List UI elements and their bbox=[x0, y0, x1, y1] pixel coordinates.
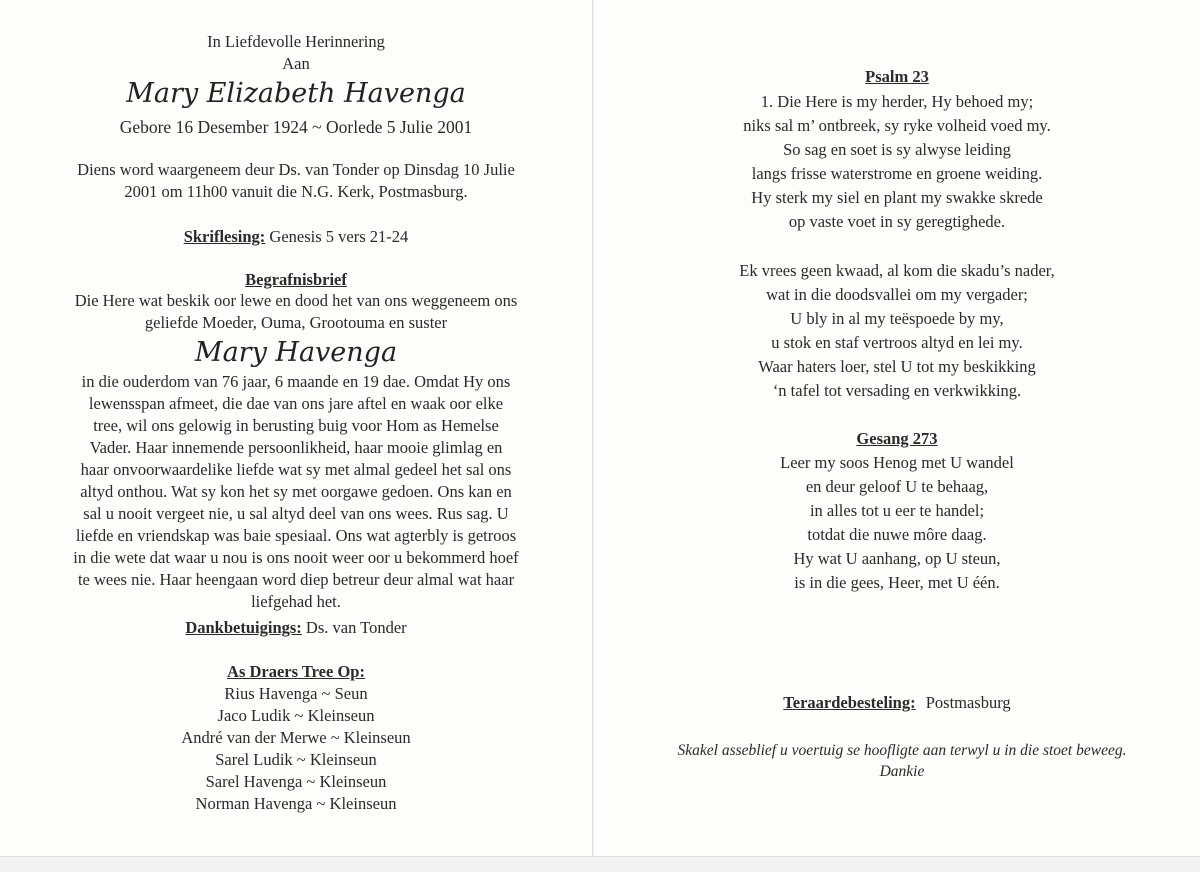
burial-letter-body bbox=[0, 371, 592, 613]
psalm-verse-2 bbox=[594, 259, 1200, 403]
hymn-line: Hy wat U aanhang, op U steun, bbox=[793, 549, 1001, 568]
scripture-reading-label: Skriflesing: bbox=[183, 227, 266, 246]
psalm-line: Waar haters loer, stel U tot my beskikking bbox=[758, 357, 1036, 376]
acknowledgements-value: Ds. van Tonder bbox=[305, 618, 407, 637]
hymn-heading: Gesang 273 bbox=[856, 429, 938, 448]
psalm-verse-1 bbox=[594, 90, 1200, 234]
burial-letter-intro bbox=[0, 290, 592, 334]
burial-body-line: liefde en vriendskap was baie spesiaal. Ons wat agterbly is getroos bbox=[75, 526, 517, 545]
hymn-line: en deur geloof U te behaag, bbox=[805, 477, 989, 496]
burial-intro-line: geliefde Moeder, Ouma, Grootouma en suster bbox=[144, 313, 448, 332]
psalm-line: langs frisse waterstrome en groene weiding. bbox=[751, 164, 1043, 183]
burial-intro-line: Die Here wat beskik oor lewe en dood het van ons weggeneem ons bbox=[74, 291, 518, 310]
bearer-item: Sarel Ludik ~ Kleinseun bbox=[215, 750, 377, 769]
burial-body-line: tree, wil ons gelowig in berusting buig voor Hom as Hemelse bbox=[93, 416, 499, 435]
acknowledgements-label: Dankbetuigings: bbox=[185, 618, 302, 637]
burial-body-line: Vader. Haar innemende persoonlikheid, haar mooie glimlag en bbox=[89, 438, 503, 457]
service-line: 2001 om 11h00 vanuit die N.G. Kerk, Postmasburg. bbox=[124, 182, 468, 201]
psalm-line: 1. Die Here is my herder, Hy behoed my; bbox=[760, 92, 1034, 111]
deceased-short-name: Mary Havenga bbox=[194, 337, 398, 368]
psalm-line: Ek vrees geen kwaad, al kom die skadu’s nader, bbox=[739, 261, 1055, 280]
psalm-line: wat in die doodsvallei om my vergader; bbox=[766, 285, 1028, 304]
burial-body-line: altyd onthou. Wat sy kon het sy met oorgawe gedoen. Ons kan en bbox=[80, 482, 512, 501]
burial-body-line: sal u nooit vergeet nie, u sal altyd deel van ons wees. Rus sag. U bbox=[83, 504, 509, 523]
thanks-note: Dankie bbox=[879, 763, 925, 780]
psalm-heading: Psalm 23 bbox=[865, 67, 929, 86]
acknowledgements bbox=[0, 617, 592, 639]
psalm-line: U bly in al my teëspoede by my, bbox=[790, 309, 1004, 328]
psalm-line: niks sal m’ ontbreek, sy ryke volheid voed my. bbox=[743, 116, 1051, 135]
interment bbox=[594, 692, 1200, 714]
hymn-line: Leer my soos Henog met U wandel bbox=[780, 453, 1014, 472]
birth-death-dates: Gebore 16 Desember 1924 ~ Oorlede 5 Julie 2001 bbox=[119, 117, 473, 137]
deceased-full-name: Mary Elizabeth Havenga bbox=[126, 78, 466, 109]
intro-line-1: In Liefdevolle Herinnering bbox=[207, 32, 385, 51]
interment-label: Teraardebesteling: bbox=[783, 693, 916, 712]
psalm-line: ‘n tafel tot versading en verkwikking. bbox=[772, 381, 1022, 400]
bearer-item: Jaco Ludik ~ Kleinseun bbox=[217, 706, 375, 725]
burial-body-line: in die wete dat waar u nou is ons nooit weer oor u bekommerd hoef bbox=[73, 548, 519, 567]
burial-body-line: te wees nie. Haar heengaan word diep betreur deur almal wat haar bbox=[77, 570, 515, 589]
hymn-line: in alles tot u eer te handel; bbox=[809, 501, 985, 520]
burial-body-line: liefgehad het. bbox=[251, 592, 341, 611]
intro-line-2: Aan bbox=[282, 54, 310, 73]
scripture-reading bbox=[0, 226, 592, 248]
interment-value: Postmasburg bbox=[925, 693, 1011, 712]
burial-body-line: haar onvoorwaardelike liefde wat sy met almal gedeel het sal ons bbox=[80, 460, 512, 479]
bearer-item: Rius Havenga ~ Seun bbox=[224, 684, 368, 703]
hymn-line: totdat die nuwe môre daag. bbox=[807, 525, 987, 544]
burial-body-line: in die ouderdom van 76 jaar, 6 maande en 19 dae. Omdat Hy ons bbox=[81, 372, 511, 391]
burial-letter-heading: Begrafnisbrief bbox=[245, 270, 347, 289]
headlights-note: Skakel asseblief u voertuig se hoofligte aan terwyl u in die stoet beweeg. bbox=[677, 742, 1127, 759]
psalm-line: u stok en staf vertroos altyd en lei my. bbox=[771, 333, 1023, 352]
hymn-line: is in die gees, Heer, met U één. bbox=[794, 573, 1000, 592]
bearer-item: Sarel Havenga ~ Kleinseun bbox=[205, 772, 387, 791]
service-line: Diens word waargeneem deur Ds. van Tonder op Dinsdag 10 Julie bbox=[77, 160, 515, 179]
bearer-item: Norman Havenga ~ Kleinseun bbox=[195, 794, 397, 813]
psalm-line: Hy sterk my siel en plant my swakke skrede bbox=[751, 188, 1043, 207]
scripture-reading-value: Genesis 5 vers 21-24 bbox=[269, 227, 409, 246]
burial-body-line: lewensspan afmeet, die dae van ons jare aftel en waak oor elke bbox=[88, 394, 504, 413]
psalm-line: So sag en soet is sy alwyse leiding bbox=[783, 140, 1011, 159]
bearers-heading: As Draers Tree Op: bbox=[227, 662, 365, 681]
bearers-list bbox=[0, 683, 592, 815]
psalm-line: op vaste voet in sy geregtighede. bbox=[788, 212, 1006, 231]
service-details bbox=[0, 159, 592, 203]
bearer-item: André van der Merwe ~ Kleinseun bbox=[181, 728, 411, 747]
paper-bottom-edge bbox=[0, 856, 1200, 872]
hymn-verse bbox=[594, 451, 1200, 595]
